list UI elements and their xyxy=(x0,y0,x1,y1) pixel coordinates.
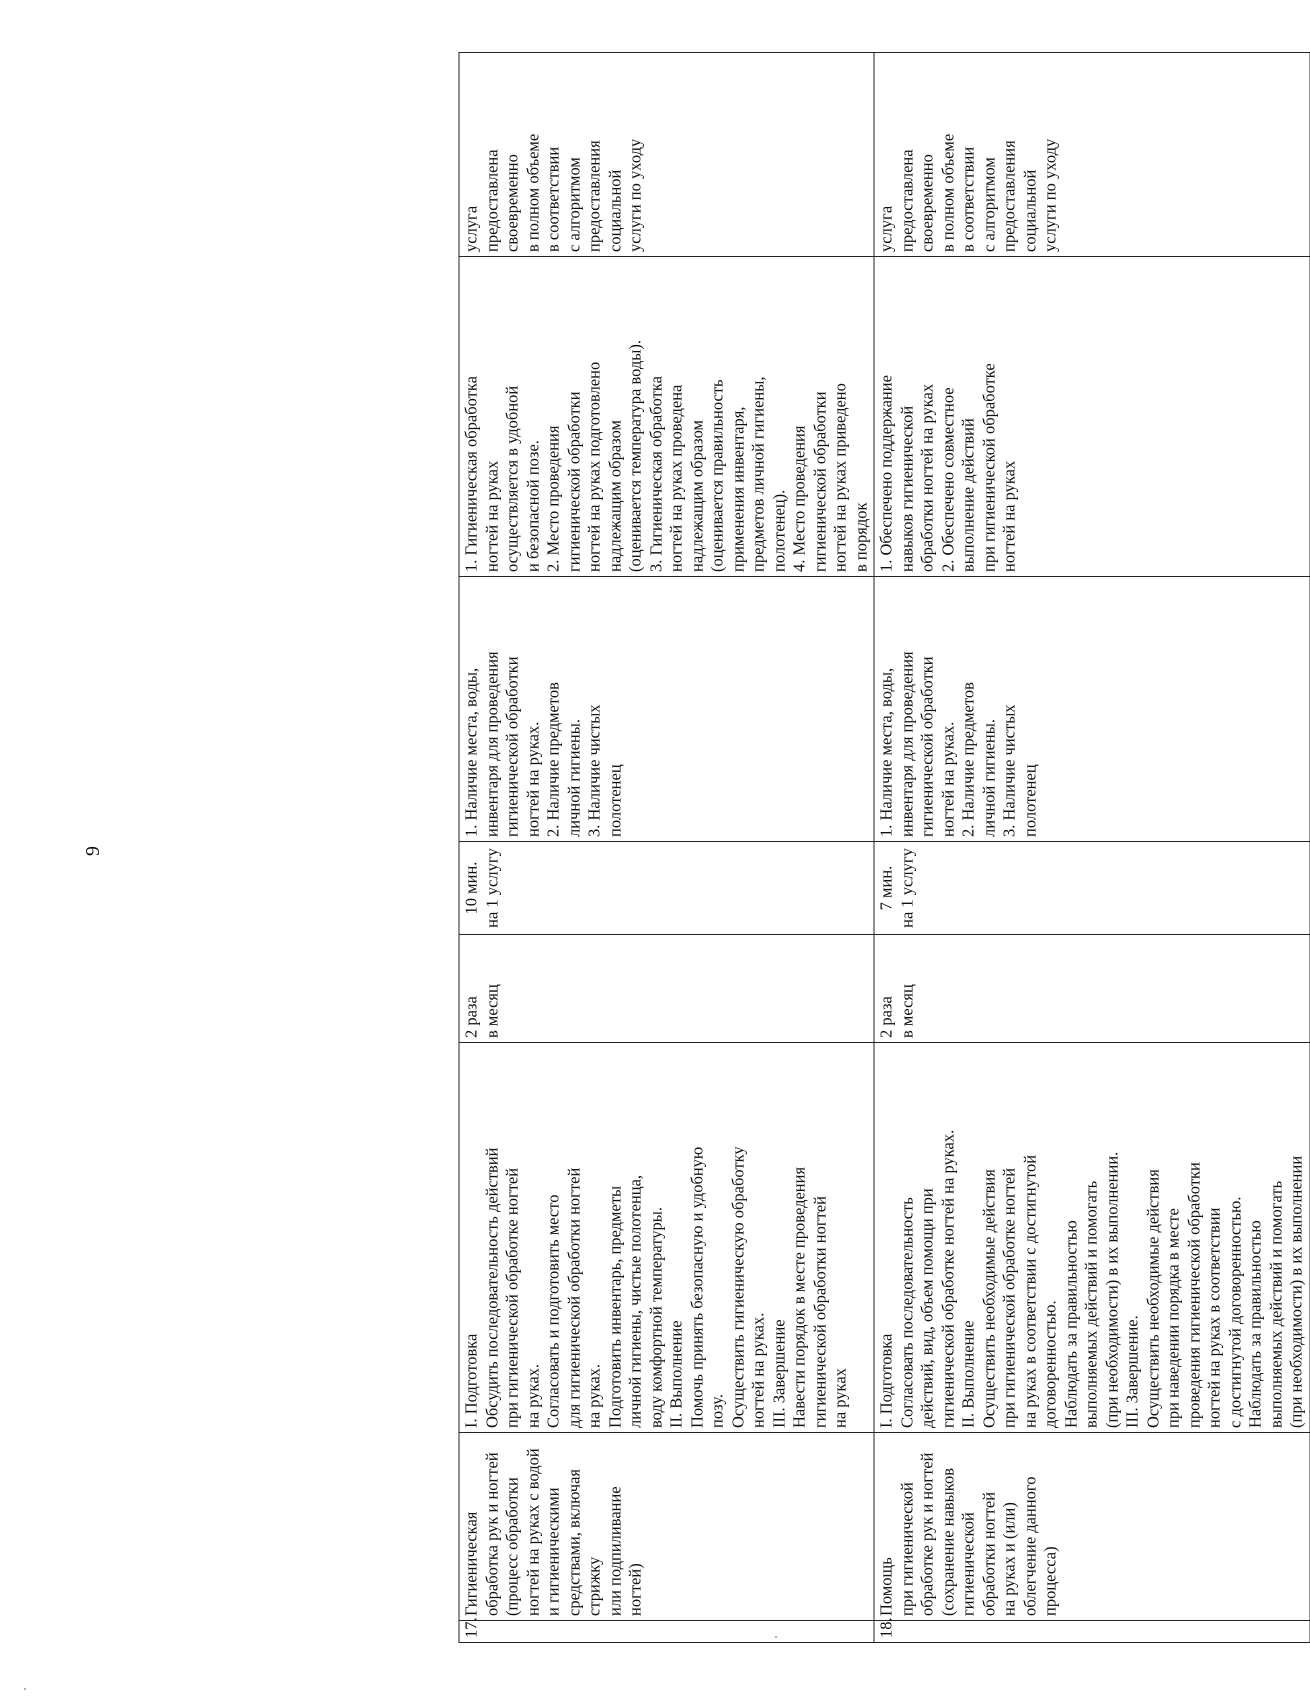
service-description: I. Подготовка Согласовать последовательность действий, вид, объем помощи при гигиенической обработке ногтей на руках. II. Выполнение Осуществить необходимые действия при гигиенической обработке ногтей на руках в соответствии с достигнутой договоренностью. Наблюдать за правильностью выполняемых действий и помогать (при необходимости) в их выполнении. III. Завершение. Осуществить необходимые действия при наведении порядка в месте проведения гигиенической обработки ногтей на руках в соответствии с достигнутой договоренностью. Наблюдать за правильностью выполняемых действий и помогать (при необходимости) в их выполнении xyxy=(874,1043,1310,1433)
service-evaluation: услуга предоставлена своевременно в полном объеме в соответствии с алгоритмом предоставления социальной услуги по уходу xyxy=(874,53,1310,257)
table-row xyxy=(874,53,1310,1643)
service-name: Помощь при гигиенической обработке рук и ногтей (сохранение навыков гигиенической обработки ногтей на руках и (или) облегчение данного процесса) xyxy=(874,1433,1310,1621)
service-indicators: 1. Гигиеническая обработка ногтей на руках осуществляется в удобной и безопасной позе. 2. Место проведения гигиенической обработки ногтей на руках подготовлено надлежащим образом (оценивается температура воды). 3. Гигиеническая обработка ногтей на руках проведена надлежащим образом (оценивается правильность применения инвентаря, предметов личной гигиены, полотенец). 4. Место проведения гигиенической обработки ногтей на руках приведено в порядок xyxy=(459,257,874,577)
service-periodicity: 2 раза в месяц xyxy=(459,935,874,1043)
page-number: 9 xyxy=(82,846,104,856)
rotated-table-container xyxy=(459,53,1306,1643)
row-number: 18. xyxy=(874,1621,1310,1643)
service-periodicity: 2 раза в месяц xyxy=(874,935,1310,1043)
service-time: 10 мин. на 1 услугу xyxy=(459,842,874,935)
table-row xyxy=(459,53,874,1643)
service-name: Гигиеническая обработка рук и ногтей (процесс обработки ногтей на руках с водой и гигиеническими средствами, включая стрижку или подпиливание ногтей) xyxy=(459,1433,874,1621)
services-table xyxy=(459,52,1310,1643)
row-number: 17. xyxy=(459,1621,874,1643)
service-indicators: 1. Обеспечено поддержание навыков гигиенической обработки ногтей на руках 2. Обеспечено совместное выполнение действий при гигиенической обработке ногтей на руках xyxy=(874,257,1310,577)
service-conditions: 1. Наличие места, воды, инвентаря для проведения гигиенической обработки ногтей на руках. 2. Наличие предметов личной гигиены. 3. Наличие чистых полотенец xyxy=(459,577,874,842)
service-time: 7 мин. на 1 услугу xyxy=(874,842,1310,935)
service-evaluation: услуга предоставлена своевременно в полном объеме в соответствии с алгоритмом предоставления социальной услуги по уходу xyxy=(459,53,874,257)
service-description: I. Подготовка Обсудить последовательность действий при гигиенической обработке ногтей на руках. Согласовать и подготовить место для гигиенической обработки ногтей на руках. Подготовить инвентарь, предметы личной гигиены, чистые полотенца, воду комфортной температуры. II. Выполнение Помочь принять безопасную и удобную позу. Осуществить гигиеническую обработку ногтей на руках. III. Завершение Навести порядок в месте проведения гигиенической обработки ногтей на руках xyxy=(459,1043,874,1433)
scan-speck xyxy=(24,1688,26,1690)
service-conditions: 1. Наличие места, воды, инвентаря для проведения гигиенической обработки ногтей на руках. 2. Наличие предметов личной гигиены. 3. Наличие чистых полотенец xyxy=(874,577,1310,842)
scan-speck xyxy=(775,1636,777,1638)
